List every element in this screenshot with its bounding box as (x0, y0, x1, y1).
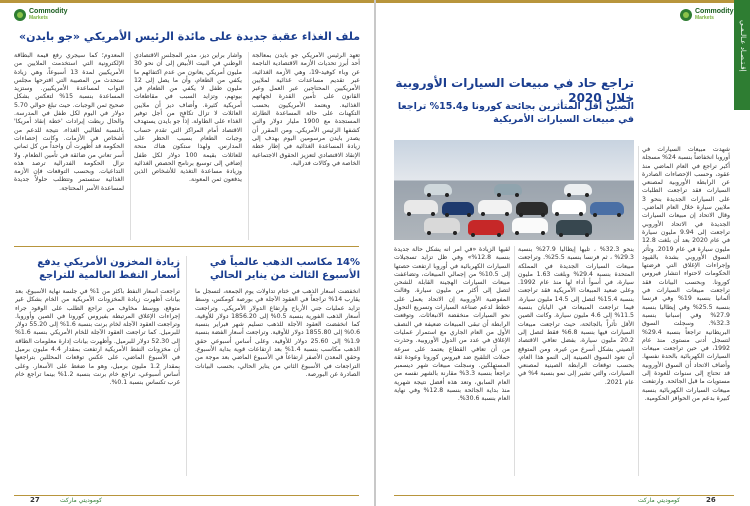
brand-logo (14, 8, 68, 22)
car-shape (424, 218, 460, 233)
car-shape (564, 184, 592, 195)
car-shape (468, 220, 504, 235)
car-shape (556, 220, 592, 235)
food-article-col-3: المعدوم؛ كما سيجري رفع قيمة البطاقة الإلكترونية التي استخدمت الملايين من الأمريكيين لمدة 13 أسبوعاً، وهي زيادة ستحدث من المصيبة التي اقترحها مجلس النواب لمساعدة الأمريكيين. وستزيد المساعدة بنسبة 15% لتعكس بشكل صحيح ثمن الوجبات. حيث تبلغ حوالي 5.70 دولار في اليوم لكل طفل في المدرسة. والحال ربطت إيرادات 'خطة إنقاذ أمريكا' بالنسبة لطالبي الغذاء، نتيجة للدعم من أشخاص في الأزمات. وكانت إحصاءات الحكومة قد أظهرت أن واحداً من كل ثماني أسر تعاني من ضائقة في تأمين الطعام. ولا تزال الحكومة الفدرالية ترصد هذه التداعيات. وبحسب التوقعات فإن الأزمة الغذائية ستستمر وتتطلب حلولاً جديدة لمساعدة الأسر المحتاجة. (14, 52, 124, 192)
gold-article-body: انخفضت أسعار الذهب في ختام تداولات يوم الجمعة، لتسجل ما يقارب 14% تراجعاً في العقود الآجلة في بورصة كومكس، وسط تزايد عمليات جني الأرباح وارتفاع الدولار الأمريكي. وتراجعت أسعار الذهب الفورية بنسبة 0.5% إلى 1856.20 دولار للأوقية. كما انخفضت العقود الآجلة للذهب تسليم شهر فبراير بنسبة 0.6% إلى 1855.80 دولار للأوقية. وتراجعت أسعار الفضة بنسبة 1.9% إلى 25.60 دولار للأوقية. وعلى أساس أسبوعي حقق الذهب مكاسب بنسبة 1.4% بعد ارتفاعات قوية بداية الأسبوع. وحقق المعدن الأصفر ارتفاعاً في الأسبوع الماضي بعد موجة من التراجعات في الأسبوع الثاني من يناير الحالي، بحسب البيانات الصادرة عن البورصة. (195, 288, 360, 378)
car-shape (442, 202, 474, 215)
column-divider (638, 146, 639, 476)
car-shape (590, 202, 624, 215)
top-rule (0, 0, 374, 3)
car-shape (424, 184, 452, 195)
footer-rule (394, 495, 734, 496)
cars-article-col-2: بنحو 32.3% ، تليها إيطاليا 27.9% بنسبة 29.3% ، ثم فرنسا بنسبة 25.5%. وتراجعت مبيعات السيارات الجديدة في المملكة المتحدة بنسبة 29.4% وبلغت 1.63 مليون سيارة، في أسوأ أداء لها منذ عام 1992. وعلى صعيد المبيعات الأمريكية فقد تراجعت بنسبة 15.4% لتصل إلى 14.5 مليون سيارة، فيما تراجعت المبيعات في اليابان بنسبة 11.5% إلى 4.6 مليون سيارة. وكانت الصين الأقل تأثراً بالجائحة، حيث تراجعت مبيعات السيارات فيها بنسبة 6.8% فقط لتصل إلى 20.2 مليون سيارة، بفضل تعافي الاقتصاد الصيني بشكل أسرع من غيره. ومن المتوقع أن تعود السوق الصينية إلى النمو هذا العام، بحسب توقعات الرابطة الصينية لمصنعي السيارات، والتي تشير إلى نمو بنسبة 4% في عام 2021. (518, 246, 634, 386)
cars-article-col-3: لقيها الزيادة «في أمر أنه يشكل حالة جديدة بنسبة 12.8%» وفي ظل تزايد تسجيلات السيارات الكهربائية في أوروبا ارتفعت حصتها إلى 10.5% من إجمالي المبيعات، وتضاعفت مبيعات السيارات الهجينة القابلة للشحن لتصل إلى أكثر من مليون سيارة. وقالت المفوضية الأوروبية إن الاتحاد يعمل على خطط لدعم صناعة السيارات وتسريع التحول نحو السيارات منخفضة الانبعاثات. وتوقعت الرابطة أن تبقى المبيعات ضعيفة في النصف الأول من العام الجاري مع استمرار عمليات الإغلاق في عدد من الدول الأوروبية. وحذرت من أن تعافي القطاع يعتمد على سرعة حملات التلقيح ضد فيروس كورونا وعودة ثقة المستهلكين. وسجلت مبيعات شهر ديسمبر تراجعاً بنسبة 3.3% مقارنة بالشهر نفسه من العام السابق، وتعد هذه أفضل نتيجة شهرية منذ بداية الجائحة بنسبة 12.8% وفي نهاية العام بنسبة 30.6%. (394, 246, 510, 403)
top-rule (376, 0, 734, 3)
column-divider (248, 52, 249, 240)
brand-logo (680, 8, 734, 22)
brand-name: Commodity (695, 8, 734, 15)
page-number: 26 (706, 496, 716, 504)
column-divider (130, 52, 131, 240)
brand-sub: Markets (695, 15, 714, 21)
oil-article-title: زيادة المخزون الأمريكي يدفع أسعار النفط العالمية للتراجع (37, 257, 180, 281)
food-article-title: ملف الغذاء عقبة جديدة على مائدة الرئيس الأمريكي «جو بايدن» (19, 30, 360, 43)
car-shape (552, 200, 586, 214)
section-divider (14, 246, 359, 247)
gold-article-title: 14% مكاسب الذهب عالمياً في الأسبوع الثالث من يناير الحالي (209, 257, 360, 281)
car-shape (404, 200, 438, 214)
cars-article-subtitle: الصين أقل المتأثرين بجائحة كورونا و15.4% تراجعا في مبيعات السيارات الأمريكية (397, 101, 634, 125)
footer-brand: كوموديتي ماركت (638, 497, 681, 504)
left-page (0, 0, 374, 506)
car-shape (494, 184, 522, 195)
column-divider (514, 246, 515, 476)
commodity-logo-icon (14, 9, 26, 21)
food-article-col-1: تعهد الرئيس الأمريكي جو بايدن بمعالجة أحد أبرز تحديات الأزمة الاقتصادية الناجمة عن وباء كوفيد-19، وهي الأزمة الغذائية، عبر تقديم مساعدات غذائية لملايين الأمريكيين المحتاجين عبر العمل وعبر القانون على تأمين القدرة لجهاتهم الغذائية. ويعتمد الأمريكيون بحسب التكهنات على حالة المساعدة الطارئة المستجدة مع 1900 مليار دولار والتي كشفها الرئيس الأمريكي. ومن المقرر أن يصدر بايدن مرسومين اليوم بهدف إلى زيادة المساعدة الغذائية في إطار خطة الإنقاذ الاقتصادي لتعزيز الحقوق الاجتماعية الخاصة في وكالات فدرالية. (252, 52, 360, 167)
food-article-col-2: وأشار براين ديز، مدير المجلس الاقتصادي الوطني في البيت الأبيض إلى أن نحو 30 مليون أمريكي يعانون من عدم اكتفائهم ما يكفي من الطعام، وأن ما يصل إلى 12 مليون طفل لا يكفي من الطعام في بيوتهم، وتزايد السبب في مقاطعات أمريكية كثيرة. وأضاف ديز أن ملايين العائلات لا تزال تكافح من أجل توفير الغذاء على الطاولة. إذاً جو بايدن يستهدف الاقتصاد أمام المراكز التي تقدم حساب وجبات الطعام بسبب الحظر على المدارس. ولهذا ستكون هناك منحة للعائلات بقيمة 100 دولار لكل طفل إضافي إلى توسيع برنامج الحصص الغذائية وزيادة مساعدة التغذية للأشخاص الذين يدفعون ثمن المعونة. (134, 52, 242, 184)
footer-rule (14, 495, 359, 496)
footer-brand: كوموديتي ماركت (60, 497, 103, 504)
oil-article-body: تراجعت أسعار النفط بأكثر من 1% في جلسة نهاية الأسبوع، بعد بيانات أظهرت زيادة المخزونات الأمريكية من الخام بشكل غير متوقع، ووسط مخاوف من تراجع الطلب على الوقود جراء إجراءات الإغلاق المرتبطة بفيروس كورونا في الصين وأوروبا. وتراجعت العقود الآجلة لخام برنت بنسبة 1.6% إلى 55.20 دولار للبرميل. كما تراجعت العقود الآجلة للخام الأمريكي بنسبة 1.6% إلى 52.30 دولار للبرميل. وأظهرت بيانات إدارة معلومات الطاقة أن مخزونات النفط الأمريكية ارتفعت بمقدار 4.4 مليون برميل في الأسبوع الماضي، على عكس توقعات المحللين بتراجعها بمقدار 1.2 مليون برميل، وهو ما ضغط على الأسعار. وعلى أساس أسبوعي، تراجع خام برنت بنسبة 1.2% بينما تراجع خام غرب تكساس بنسبة 0.1%. (15, 288, 180, 387)
brand-sub: Markets (29, 15, 48, 21)
commodity-logo-icon (680, 9, 692, 21)
car-shape (516, 202, 548, 215)
right-page (376, 0, 750, 506)
cars-article-col-1: شهدت مبيعات السيارات في أوروبا انخفاضاً بنسبة 24% مسجلة أكبر تراجع في العام الماضي منذ عقود، وحسب الإحصاءات الصادرة عن الرابطة الأوروبية لمصنعي السيارات فقد تراجعت الطلبات على السيارات الجديدة بنحو 3 ملايين سيارة خلال العام الماضي. وقال الاتحاد إن مبيعات السيارات الجديدة في الاتحاد الأوروبي تراجعت إلى 9.94 مليون سيارة في عام 2020 بعد أن بلغت 12.8 مليون سيارة في عام 2019. وتأثر السوق الأوروبي بشدة بالقيود وإجراءات الإغلاق التي فرضتها الحكومات لاحتواء انتشار فيروس كورونا. وبحسب البيانات فقد تراجعت مبيعات السيارات في ألمانيا بنسبة 19% وفي فرنسا بنسبة 25.5% وفي إيطاليا بنسبة 27.9% وفي إسبانيا بنسبة 32.3%. وسجلت السوق البريطانية تراجعاً بنسبة 29.4% لتسجل أدنى مستوى منذ عام 1992، في حين تراجعت مبيعات السيارات الكهربائية بالحدة نفسها. وأضاف الاتحاد أن السوق الأوروبية قد تحتاج إلى سنوات للعودة إلى مستويات ما قبل الجائحة. وارتفعت مبيعات السيارات الكهربائية بنسبة كبيرة بدعم من الحوافز الحكومية. (642, 146, 730, 402)
brand-name: Commodity (29, 8, 68, 15)
cars-article-title: تراجع حاد في مبيعات السيارات الأوروبية خلال 2020 (395, 76, 634, 105)
column-divider (186, 256, 187, 476)
car-shape (478, 200, 512, 214)
section-tab-label: إقـتـصـاد عـالـمـي (739, 20, 747, 72)
car-shape (512, 218, 548, 233)
page-number: 27 (30, 496, 40, 504)
cars-photo (394, 140, 634, 240)
section-tab (734, 0, 750, 110)
